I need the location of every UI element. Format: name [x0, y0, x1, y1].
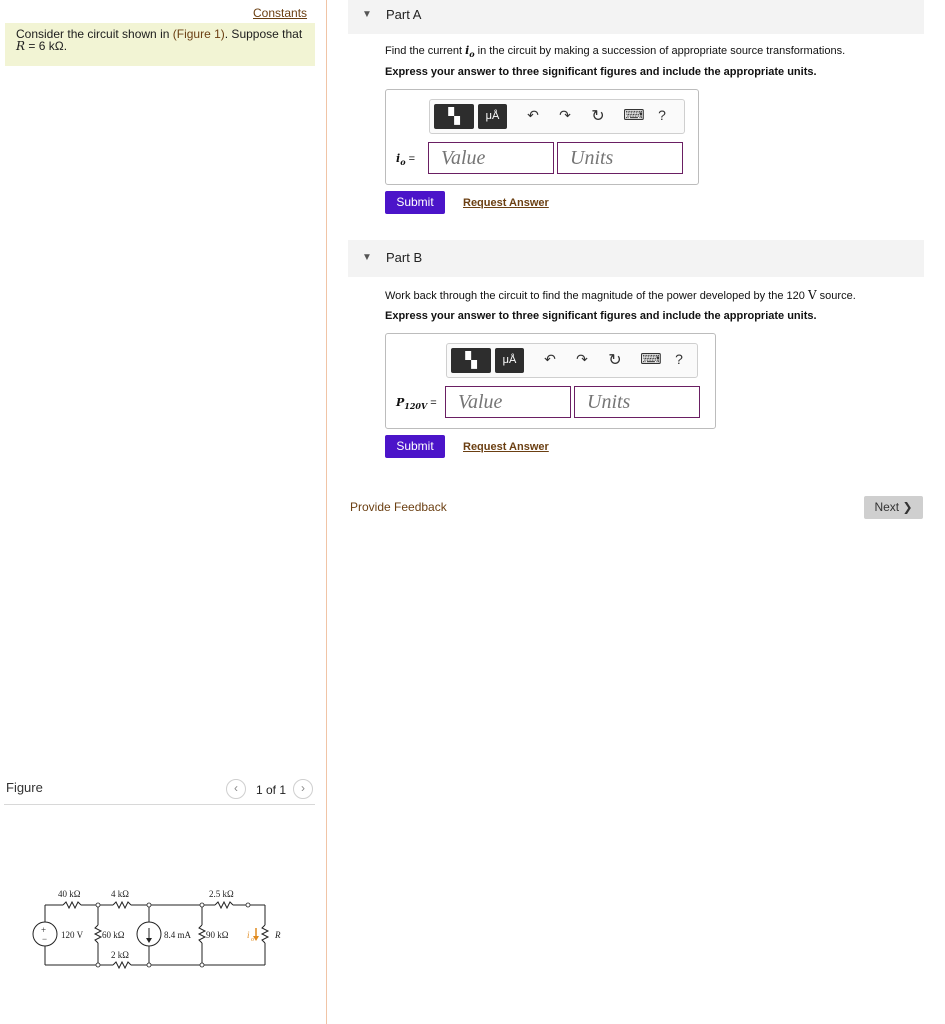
redo-icon[interactable]: ↷ — [576, 351, 588, 367]
units-icon[interactable]: μÅ — [495, 348, 524, 373]
keyboard-icon[interactable]: ⌨ — [640, 351, 662, 368]
current-source-label: 8.4 mA — [164, 930, 191, 940]
undo-icon[interactable]: ↶ — [527, 107, 539, 123]
next-button[interactable]: Next ❯ — [864, 496, 923, 519]
voltage-source-label: 120 V — [61, 930, 84, 940]
part-b-request-answer-link[interactable]: Request Answer — [463, 441, 549, 453]
help-icon[interactable]: ? — [675, 351, 683, 367]
problem-statement: Consider the circuit shown in (Figure 1). Suppose that R = 6 kΩ. — [16, 27, 303, 53]
resistance-variable: R — [16, 39, 26, 53]
part-a-question: Find the current $i_o$ in the circuit by making a succession of appropriate source transformations. — [385, 44, 846, 60]
undo-icon[interactable]: ↶ — [544, 351, 556, 367]
caret-down-icon: ▼ — [362, 252, 372, 263]
column-divider — [326, 0, 327, 1024]
part-b-instruction: Express your answer to three significant figures and include the appropriate units. — [385, 310, 817, 322]
current-io-subscript: o — [251, 937, 254, 943]
part-b-answer-box — [385, 333, 716, 429]
part-b-submit-button[interactable]: Submit — [385, 435, 445, 458]
part-b-math-toolbar — [446, 343, 698, 378]
minus-sign: − — [42, 934, 48, 944]
part-a-math-toolbar — [429, 99, 685, 134]
figure-1-link[interactable]: (Figure 1) — [172, 27, 225, 41]
constants-link[interactable]: Constants — [253, 6, 308, 20]
part-b-equation-label: $P_{120V}$ = — [396, 396, 437, 412]
figure-heading: Figure — [6, 780, 43, 795]
part-a-value-input[interactable] — [428, 142, 554, 174]
chevron-right-icon: › — [301, 781, 305, 795]
reset-icon[interactable]: ↻ — [608, 352, 622, 369]
figure-divider — [4, 804, 315, 805]
part-a-units-input[interactable] — [557, 142, 683, 174]
chevron-left-icon: ‹ — [234, 781, 238, 795]
resistor-60k-label: 60 kΩ — [102, 930, 125, 940]
resistor-2-5k-label: 2.5 kΩ — [209, 889, 234, 899]
figure-prev-button[interactable] — [226, 779, 246, 799]
resistor-40k-label: 40 kΩ — [58, 889, 81, 899]
resistor-r-label: R — [275, 930, 281, 940]
part-a-title: Part A — [386, 7, 422, 22]
keyboard-icon[interactable]: ⌨ — [623, 107, 645, 124]
part-a-header[interactable] — [348, 0, 924, 34]
part-a-answer-box — [385, 89, 699, 185]
figure-next-button[interactable] — [293, 779, 313, 799]
resistor-2k-label: 2 kΩ — [111, 950, 129, 960]
help-icon[interactable]: ? — [658, 107, 666, 123]
part-a-instruction: Express your answer to three significant figures and include the appropriate units. — [385, 66, 817, 78]
part-a-request-answer-link[interactable]: Request Answer — [463, 197, 549, 209]
reset-icon[interactable]: ↻ — [591, 108, 605, 125]
part-b-units-input[interactable] — [574, 386, 700, 418]
part-a-submit-button[interactable]: Submit — [385, 191, 445, 214]
plus-sign: + — [41, 925, 47, 935]
template-icon[interactable]: ▚ — [434, 104, 474, 129]
part-b-value-input[interactable] — [445, 386, 571, 418]
part-b-header[interactable] — [348, 240, 924, 277]
circuit-diagram — [0, 880, 320, 980]
part-b-question: Work back through the circuit to find the magnitude of the power developed by the 120 V source. — [385, 288, 856, 302]
resistor-4k-label: 4 kΩ — [111, 889, 129, 899]
figure-counter: 1 of 1 — [256, 783, 287, 797]
template-icon[interactable]: ▚ — [451, 348, 491, 373]
provide-feedback-link[interactable]: Provide Feedback — [350, 500, 447, 514]
part-a-equation-label: $i_o$ = — [396, 152, 416, 168]
resistor-90k-label: 90 kΩ — [206, 930, 229, 940]
current-io-label: i — [247, 930, 250, 940]
redo-icon[interactable]: ↷ — [559, 107, 571, 123]
units-icon[interactable]: μÅ — [478, 104, 507, 129]
part-b-title: Part B — [386, 250, 423, 265]
caret-down-icon: ▼ — [362, 9, 372, 20]
